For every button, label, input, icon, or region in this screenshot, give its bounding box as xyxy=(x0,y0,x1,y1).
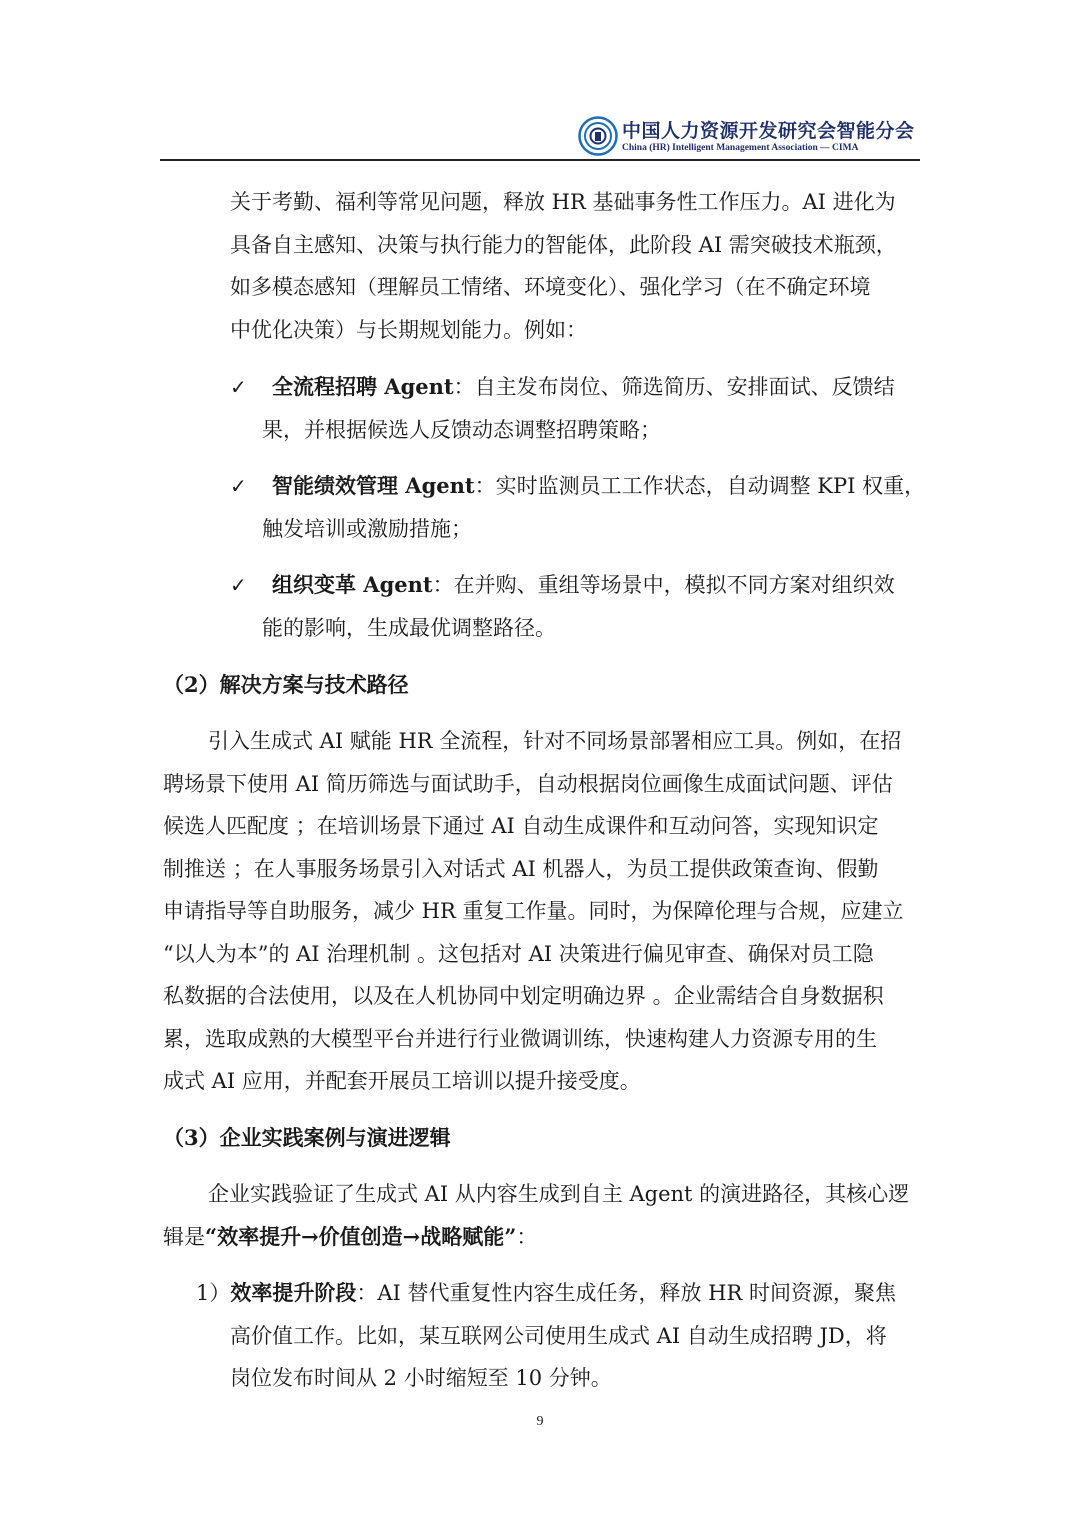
bullet-text: ：自主发布岗位、筛选简历、安排面试、反馈结 xyxy=(453,375,895,399)
checkmark-icon: ✓ xyxy=(230,375,247,399)
paragraph-line: 申请指导等自助服务，减少 HR 重复工作量。同时，为保障伦理与合规，应建立 xyxy=(163,899,904,923)
page-number: 9 xyxy=(536,1414,544,1429)
list-item xyxy=(272,373,895,401)
paragraph-line: 制推送 ；在人事服务场景引入对话式 AI 机器人，为员工提供政策查询、假勤 xyxy=(163,857,879,881)
item-term: 效率提升阶段 xyxy=(230,1280,357,1305)
bullet-term: 全流程招聘 Agent xyxy=(272,374,454,399)
org-name: 中国人力资源开发研究会智能分会 xyxy=(622,120,915,142)
item-number: 1） xyxy=(196,1281,231,1305)
intro-prefix: 辑是 xyxy=(163,1225,205,1249)
paragraph-line: 中优化决策）与长期规划能力。例如： xyxy=(230,318,587,342)
bullet-text-continued: 能的影响，生成最优调整路径。 xyxy=(262,616,556,640)
paragraph-line: 候选人匹配度 ；在培训场景下通过 AI 自动生成课件和互动问答，实现知识定 xyxy=(163,814,879,838)
item-text-continued: 岗位发布时间从 2 小时缩短至 10 分钟。 xyxy=(230,1366,612,1390)
list-item xyxy=(272,472,925,500)
item-text-continued: 高价值工作。比如，某互联网公司使用生成式 AI 自动生成招聘 JD，将 xyxy=(230,1324,887,1348)
intro-suffix: ： xyxy=(516,1225,538,1249)
paragraph-line: 私数据的合法使用，以及在人机协同中划定明确边界 。企业需结合自身数据积 xyxy=(163,984,884,1008)
paragraph-line: 累，选取成熟的大模型平台并进行行业微调训练，快速构建人力资源专用的生 xyxy=(163,1027,877,1051)
section-heading: （3）企业实践案例与演进逻辑 xyxy=(163,1125,451,1150)
paragraph-line: 引入生成式 AI 赋能 HR 全流程，针对不同场景部署相应工具。例如，在招 xyxy=(208,729,902,753)
bullet-term: 智能绩效管理 Agent xyxy=(272,473,475,498)
bullet-text-continued: 触发培训或激励措施； xyxy=(262,517,472,541)
association-logo-icon xyxy=(578,116,618,156)
paragraph-line: 企业实践验证了生成式 AI 从内容生成到自主 Agent 的演进路径，其核心逻 xyxy=(208,1182,910,1206)
numbered-item xyxy=(196,1279,896,1307)
paragraph-line: 成式 AI 应用，并配套开展员工培训以提升接受度。 xyxy=(163,1069,641,1093)
intro-emphasis: “效率提升→价值创造→战略赋能” xyxy=(205,1224,517,1249)
bullet-text: ：在并购、重组等场景中，模拟不同方案对组织效 xyxy=(432,573,895,597)
paragraph-line: 具备自主感知、决策与执行能力的智能体，此阶段 AI 需突破技术瓶颈， xyxy=(230,233,897,257)
list-item xyxy=(272,571,895,599)
bullet-text: ：实时监测员工工作状态，自动调整 KPI 权重， xyxy=(474,474,926,498)
org-subtitle: China (HR) Intelligent Management Association — CIMA xyxy=(622,143,859,153)
bullet-text-continued: 果，并根据候选人反馈动态调整招聘策略； xyxy=(262,418,661,442)
checkmark-icon: ✓ xyxy=(230,474,247,498)
paragraph-line: 关于考勤、福利等常见问题，释放 HR 基础事务性工作压力。AI 进化为 xyxy=(230,190,896,214)
checkmark-icon: ✓ xyxy=(230,573,247,597)
paragraph-line xyxy=(163,1223,537,1251)
section-heading: （2）解决方案与技术路径 xyxy=(163,672,409,697)
item-text: ：AI 替代重复性内容生成任务，释放 HR 时间资源，聚焦 xyxy=(356,1281,896,1305)
paragraph-line: “以人为本”的 AI 治理机制 。这包括对 AI 决策进行偏见审查、确保对员工隐 xyxy=(163,942,874,966)
paragraph-line: 聘场景下使用 AI 简历筛选与面试助手，自动根据岗位画像生成面试问题、评估 xyxy=(163,772,893,796)
header-divider xyxy=(160,159,920,161)
paragraph-line: 如多模态感知（理解员工情绪、环境变化）、强化学习（在不确定环境 xyxy=(230,275,871,299)
page-header xyxy=(160,112,920,160)
bullet-term: 组织变革 Agent xyxy=(272,572,433,597)
